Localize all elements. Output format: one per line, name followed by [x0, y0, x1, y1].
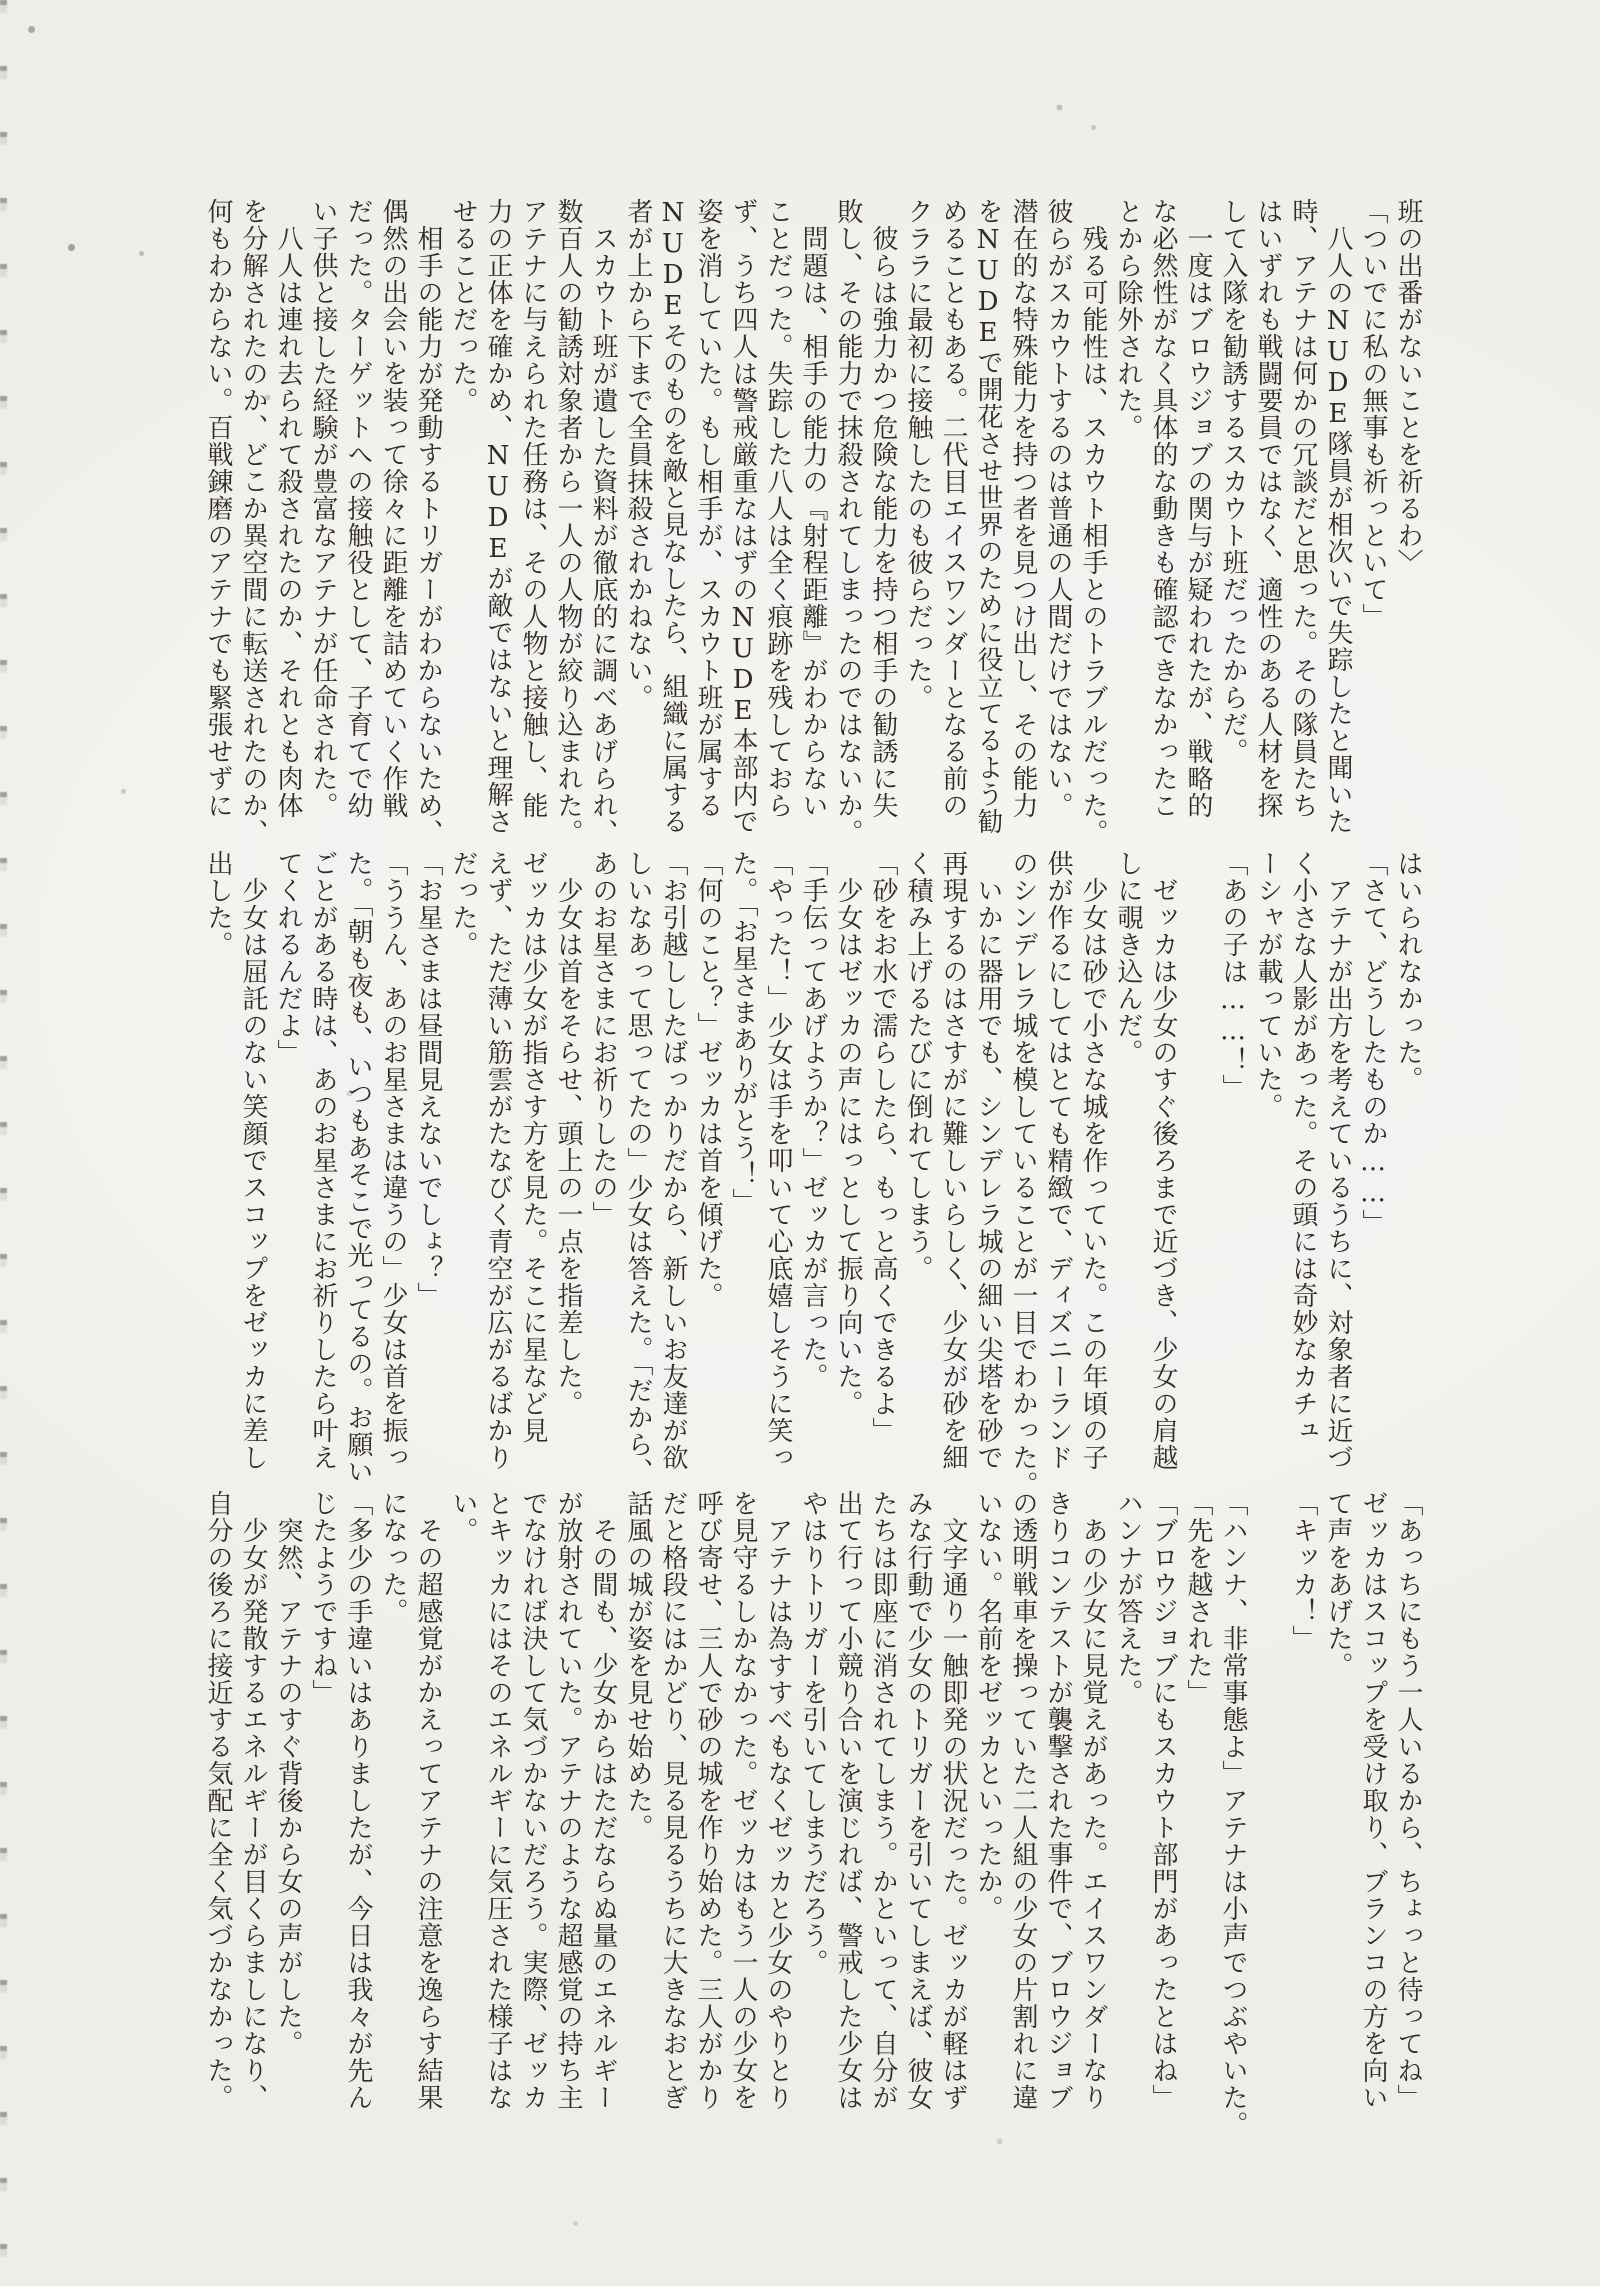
text-column: ごとがある時は、あのお星さまにお祈りしたら叶え	[308, 850, 338, 1471]
text-column: して入隊を勧誘するスカウト班だったからだ。	[1218, 198, 1248, 765]
text-column: たちは即座に消されてしまう。かといって、自分が	[868, 1490, 898, 2111]
text-column: 「やった！」少女は手を叩いて心底嬉しそうに笑っ	[763, 850, 793, 1471]
text-column: 「砂をお水で濡らしたら、もっと高くできるよ」	[868, 850, 898, 1444]
text-column: の透明戦車を操っていた二人組の少女の片割れに違	[1008, 1490, 1038, 2111]
text-column: 班の出番がないことを祈るわ〉	[1393, 198, 1423, 576]
text-column: 「あっちにもう一人いるから、ちょっと待ってね」	[1393, 1490, 1423, 2111]
text-column: ことだった。失踪した八人は全く痕跡を残しておら	[763, 198, 793, 819]
text-column: 一度はブロウジョブの関与が疑われたが、戦略的	[1183, 198, 1213, 819]
text-column: 少女は砂で小さな城を作っていた。この年頃の子	[1078, 850, 1108, 1471]
text-column: みな行動で少女のトリガーを引いてしまえば、彼女	[903, 1490, 933, 2111]
text-column: 姿を消していた。もし相手が、スカウト班が属する	[693, 198, 723, 819]
text-column: クララに最初に接触したのも彼らだった。	[903, 198, 933, 711]
text-column: ゼッカはスコップを受け取り、ブランコの方を向い	[1358, 1490, 1388, 2111]
text-column: 「さて、どうしたものか……」	[1358, 850, 1388, 1236]
text-column: 力の正体を確かめ、NUDEが敵ではないと理解さ	[483, 198, 513, 835]
text-column: 相手の能力が発動するトリガーがわからないため、	[413, 198, 443, 846]
text-column: い子供と接した経験が豊富なアテナが任命された。	[308, 198, 338, 819]
text-column: アテナは為すすべもなくゼッカと少女のやりとり	[763, 1490, 793, 2111]
text-column: 話風の城が姿を見せ始めた。	[623, 1490, 653, 1841]
text-column: く小さな人影があった。その頭には奇妙なカチュ	[1288, 850, 1318, 1444]
text-column: とから除外された。	[1113, 198, 1143, 441]
text-column: 彼らは強力かつ危険な能力を持つ相手の勧誘に失	[868, 198, 898, 819]
text-column: を見守るしかなかった。ゼッカはもう一人の少女を	[728, 1490, 758, 2111]
text-column: いかに器用でも、シンデレラ城の細い尖塔を砂で	[973, 850, 1003, 1471]
text-column: 敗し、その能力で抹殺されてしまったのではないか。	[833, 198, 863, 846]
text-column: アテナに与えられた任務は、その人物と接触し、能	[518, 198, 548, 819]
text-column: 「手伝ってあげようか？」ゼッカが言った。	[798, 850, 828, 1390]
text-column: 再現するのはさすがに難しいらしく、少女が砂を細	[938, 850, 968, 1471]
text-column: 供が作るにしてはとても精緻で、ディズニーランド	[1043, 850, 1073, 1471]
text-column: その超感覚がかえってアテナの注意を逸らす結果	[413, 1490, 443, 2111]
scan-speckles	[0, 0, 3, 3]
text-column: ゼッカは少女が指さす方を見た。そこに星など見	[518, 850, 548, 1444]
text-column: 問題は、相手の能力の『射程距離』がわからない	[798, 198, 828, 819]
text-column: 出て行って小競り合いを演じれば、警戒した少女は	[833, 1490, 863, 2111]
text-column: ハンナが答えた。	[1113, 1490, 1143, 1706]
text-column: あのお星さまにお祈りしたの」	[588, 850, 618, 1228]
text-column: 潜在的な特殊能力を持つ者を見つけ出し、その能力	[1008, 198, 1038, 819]
text-column: 者が上から下まで全員抹殺されかねない。	[623, 198, 653, 711]
text-column: て声をあげた。	[1323, 1490, 1353, 1679]
text-column: く積み上げるたびに倒れてしまう。	[903, 850, 933, 1282]
text-column: スカウト班が遺した資料が徹底的に調べあげられ、	[588, 198, 618, 846]
text-column: を分解されたのか、どこか異空間に転送されたのか、	[238, 198, 268, 846]
text-column: だと格段にはかどり、見る見るうちに大きなおとぎ	[658, 1490, 688, 2111]
text-column: 彼らがスカウトするのは普通の人間だけではない。	[1043, 198, 1073, 819]
text-column: だった。ターゲットへの接触役として、子育てで幼	[343, 198, 373, 819]
text-column: アテナが出方を考えているうちに、対象者に近づ	[1323, 850, 1353, 1471]
text-column: 「あの子は……！」	[1218, 850, 1248, 1101]
text-column: な必然性がなく具体的な動きも確認できなかったこ	[1148, 198, 1178, 819]
scan-binding-edge-noise	[0, 0, 7, 2286]
text-column: 「ブロウジョブにもスカウト部門があったとはね」	[1148, 1490, 1178, 2111]
text-column: 少女はゼッカの声にはっとして振り向いた。	[833, 850, 863, 1417]
text-band-bottom	[200, 1490, 1425, 2150]
scene-break-gap	[1180, 850, 1215, 1498]
text-column: 呼び寄せ、三人で砂の城を作り始めた。三人がかり	[693, 1490, 723, 2111]
text-column: 「お星さまは昼間見えないでしょ？」	[413, 850, 443, 1309]
text-column: 「ついでに私の無事も祈っといて」	[1358, 198, 1388, 630]
text-column: ず、うち四人は警戒厳重なはずのNUDE本部内で	[728, 198, 758, 835]
text-column: 偶然の出会いを装って徐々に距離を詰めていく作戦	[378, 198, 408, 819]
text-column: た。「お星さまありがとう！」	[728, 850, 758, 1215]
text-column: た。「朝も夜も、いつもあそこで光ってるの。お願い	[343, 850, 373, 1485]
text-column: 自分の後ろに接近する気配に全く気づかなかった。	[203, 1490, 233, 2111]
text-column: 数百人の勧誘対象者から一人の人物が絞り込まれた。	[553, 198, 583, 846]
text-column: だった。	[448, 850, 478, 958]
text-column: 「お引越ししたばっかりだから、新しいお友達が欲	[658, 850, 688, 1471]
text-column: い。	[448, 1490, 478, 1544]
text-column: 「先を越された」	[1183, 1490, 1213, 1706]
text-column: 「何のこと？」ゼッカは首を傾げた。	[693, 850, 723, 1309]
text-column: きりコンテストが襲撃された事件で、ブロウジョブ	[1043, 1490, 1073, 2111]
text-column: ゼッカは少女のすぐ後ろまで近づき、少女の肩越	[1148, 850, 1178, 1471]
text-column: はいずれも戦闘要員ではなく、適性のある人材を探	[1253, 198, 1283, 819]
text-column: じたようですね」	[308, 1490, 338, 1706]
text-column: が放射されていた。アテナのような超感覚の持ち主	[553, 1490, 583, 2111]
text-band-middle	[200, 850, 1425, 1510]
text-column: 文字通り一触即発の状況だった。ゼッカが軽はず	[938, 1490, 968, 2111]
text-band-top	[200, 198, 1425, 858]
text-column: めることもある。二代目エイスワンダーとなる前の	[938, 198, 968, 819]
scene-break-gap	[1250, 1490, 1285, 2138]
text-column: とキッカにはそのエネルギーに気圧された様子はな	[483, 1490, 513, 2111]
text-column: あの少女に見覚えがあった。エイスワンダーなり	[1078, 1490, 1108, 2111]
text-column: 時、アテナは何かの冗談だと思った。その隊員たち	[1288, 198, 1318, 819]
text-column: 八人のNUDE隊員が相次いで失踪したと聞いた	[1323, 198, 1353, 835]
text-column: 「ううん、あのお星さまは違うの」少女は首を振っ	[378, 850, 408, 1471]
text-column: 少女は首をそらせ、頭上の一点を指差した。	[553, 850, 583, 1417]
text-column: いない。名前をゼッカといったか。	[973, 1490, 1003, 1922]
text-column: 何もわからない。百戦錬磨のアテナでも緊張せずに	[203, 198, 233, 819]
text-column: しいなあって思ってたの」少女は答えた。「だから、	[623, 850, 653, 1485]
text-column: ーシャが載っていた。	[1253, 850, 1283, 1120]
text-column: 少女が発散するエネルギーが目くらましになり、	[238, 1490, 268, 2111]
text-column: NUDEそのものを敵と見なしたら、組織に属する	[658, 198, 688, 835]
text-column: 出した。	[203, 850, 233, 958]
text-column: てくれるんだよ」	[273, 850, 303, 1066]
text-column: しに覗き込んだ。	[1113, 850, 1143, 1066]
text-column: 少女は屈託のない笑顔でスコップをゼッカに差し	[238, 850, 268, 1471]
text-column: その間も、少女からはただならぬ量のエネルギー	[588, 1490, 618, 2111]
text-column: せることだった。	[448, 198, 478, 414]
text-column: 残る可能性は、スカウト相手とのトラブルだった。	[1078, 198, 1108, 846]
text-column: えず、ただ薄い筋雲がたなびく青空が広がるばかり	[483, 850, 513, 1471]
text-column: やはりトリガーを引いてしまうだろう。	[798, 1490, 828, 1976]
text-column: はいられなかった。	[1393, 850, 1423, 1093]
text-column: のシンデレラ城を模していることが一目でわかった。	[1008, 850, 1038, 1498]
text-column: 「キッカ！」	[1288, 1490, 1318, 1652]
text-column: でなければ決して気づかないだろう。実際、ゼッカ	[518, 1490, 548, 2111]
text-column: になった。	[378, 1490, 408, 1625]
text-column: 「多少の手違いはありましたが、今日は我々が先ん	[343, 1490, 373, 2111]
text-column: をNUDEで開花させ世界のために役立てるよう勧	[973, 198, 1003, 835]
text-column: 八人は連れ去られて殺されたのか、それとも肉体	[273, 198, 303, 819]
text-column: 「ハンナ、非常事態よ」アテナは小声でつぶやいた。	[1218, 1490, 1248, 2138]
text-column: 突然、アテナのすぐ背後から女の声がした。	[273, 1490, 303, 2057]
